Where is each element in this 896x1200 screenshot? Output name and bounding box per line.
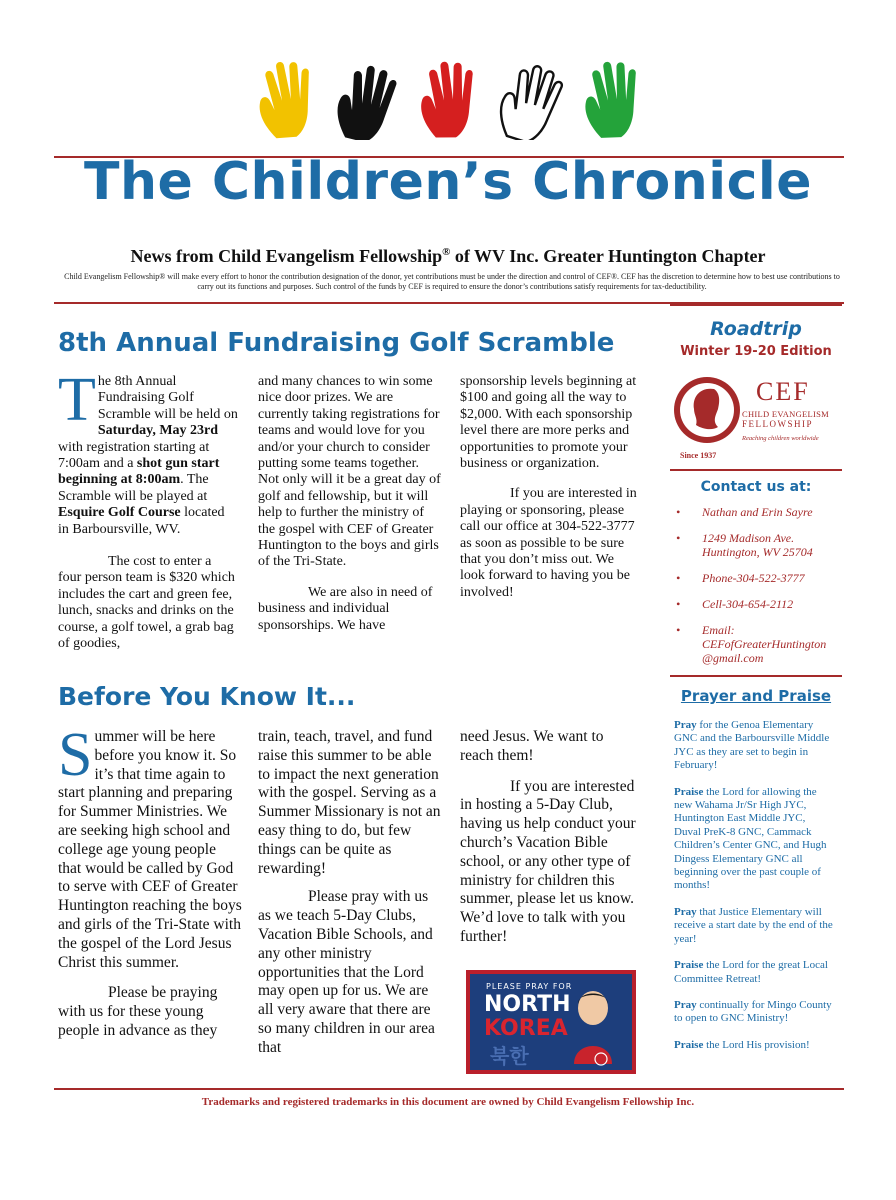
nk-line2: NORTH: [484, 992, 571, 1017]
subtitle-reg: ®: [442, 246, 451, 258]
footer-trademark: Trademarks and registered trademarks in this document are owned by Child Evangelism Fellowship Inc.: [201, 1096, 695, 1108]
prayer-item: Praise the Lord His provision!: [674, 1038, 810, 1051]
cef-logo-icon: [672, 375, 742, 445]
prayer-item: Pray for the Genoa Elementary GNC and the Barboursville Middle JYC as they are set to begin in February!: [674, 719, 830, 772]
before-col3-b: If you are interested in hosting a 5-Day Club, having us help conduct your church’s Vacation Bible school, or any other type of ministry for children this summer, please let us know. We’d love to talk with you further!: [460, 777, 636, 945]
hand-red-icon: [417, 60, 480, 140]
golf-dropcap: T: [58, 366, 96, 434]
cef-tagline: Reaching children worldwide: [742, 435, 819, 442]
roadtrip-title: Roadtrip: [710, 318, 802, 340]
hand-white-icon: [495, 61, 565, 140]
before-col1-a: Summer will be here before you know it. So it’s that time again to start planning and preparing for Summer Ministries. We are seeking high school and college age young people that would be called by God to serve with CEF of Greater Huntington reaching the boys and girls of the Tri-State with the gospel of the Lord Jesus Christ this summer.: [58, 721, 242, 971]
prayer-list: [670, 719, 842, 1052]
contact-title: Contact us at:: [700, 479, 812, 495]
hand-green-icon: [579, 60, 644, 140]
pray-for-north-korea-banner: [466, 970, 636, 1074]
golf-col3-a: sponsorship levels beginning at $100 and going all the way to $2,000. With each sponsorship level there are more perks and opportunities to promote your business or organization.: [460, 374, 637, 472]
contact-name: • Nathan and Erin Sayre: [670, 505, 842, 519]
golf-p1: The 8th Annual Fundraising Golf Scramble will be held on Saturday, May 23rd with registration starting at 7:00am and a shot gun start beginning at 8:00am. The Scramble will be played at Esquire Golf Course located in Barboursville, WV.: [58, 366, 238, 537]
cef-small-logo-icon: [594, 1052, 608, 1066]
prayer-item: Pray continually for Mingo County to open to GNC Ministry!: [674, 998, 832, 1025]
before-col-1: [58, 721, 242, 1041]
golf-col-1: [58, 366, 238, 653]
contact-email[interactable]: • Email: CEFofGreaterHuntington @gmail.com: [670, 623, 842, 665]
cef-letters: CEF: [756, 377, 810, 406]
before-col-2: [258, 728, 444, 1058]
cef-logo: [670, 373, 842, 465]
prayer-item: Pray that Justice Elementary will receive a start date by the end of the year!: [674, 905, 833, 945]
golf-heading: 8th Annual Fundraising Golf Scramble: [58, 328, 615, 358]
before-col1-b: Please be praying with us for these young people in advance as they: [58, 984, 218, 1039]
golf-col2-a: and many chances to win some nice door prizes. We are currently taking registrations for teams and would love for you and/or your church to consider putting some teams together. Not only will it be a great day of golf and fellowship, but it will help to further the ministry of the gospel with CEF of Greater Huntington to the boys and girls of the Tri-State.: [258, 374, 441, 570]
prayer-item: Praise the Lord for the great Local Committee Retreat!: [674, 959, 828, 985]
golf-col3-b: If you are interested in playing or sponsoring, please call our office at 304-522-3777 as soon as possible to be sure that you don’t miss out. We look forward to having you be involved!: [460, 486, 637, 600]
subtitle-pre: News from Child Evangelism Fellowship: [130, 246, 443, 266]
hand-yellow-icon: [252, 60, 319, 140]
contact-address: • 1249 Madison Ave. Huntington, WV 25704: [670, 531, 842, 559]
hand-black-icon: [333, 62, 398, 140]
sidebar: [670, 304, 842, 1065]
before-col2-a: train, teach, travel, and fund raise this summer to be able to impact the next generation with the gospel. Serving as a Summer Missionary is not an easy thing to do, but few things can be quite as rewarding!: [258, 728, 441, 877]
subtitle-post: of WV Inc. Greater Huntington Chapter: [450, 246, 766, 266]
sidebar-top-rule: [670, 304, 842, 306]
golf-col-3: [460, 374, 640, 601]
newsletter-subtitle: [0, 246, 896, 267]
child-photo-icon: [568, 984, 618, 1064]
before-col2-b: Please pray with us as we teach 5-Day Clubs, Vacation Bible Schools, and any other ministry opportunities that the Lord may open up for us. We are all very aware that there are so many children in our area that: [258, 888, 435, 1056]
cef-since: Since 1937: [680, 451, 717, 460]
contact-cell: • Cell-304-654-2112: [670, 597, 842, 611]
donor-disclaimer: Child Evangelism Fellowship® will make every effort to honor the contribution designation of the donor, yet contributions must be under the direction and control of CEF®. CEF has the discretion to determine how to best use contributions to carry out its functions and purposes. Such control of the funds by CEF is required to ensure the donor’s contributions satisfy requirements for tax-deductibility.: [64, 272, 840, 291]
before-dropcap: S: [58, 721, 93, 789]
footer-rule: [54, 1088, 844, 1090]
handprints-logo: [250, 60, 650, 140]
nk-line1: PLEASE PRAY FOR: [486, 982, 573, 991]
contact-list: [670, 505, 842, 665]
cef-name-2: FELLOWSHIP: [742, 419, 813, 429]
sidebar-mid-rule-2: [670, 675, 842, 677]
before-col-3: [460, 728, 640, 947]
cef-name-1: CHILD EVANGELISM: [742, 409, 830, 419]
nk-line3: KOREA: [484, 1016, 568, 1041]
before-heading: Before You Know It...: [58, 682, 356, 711]
golf-col2-b: We are also in need of business and individual sponsorships. We have: [258, 584, 433, 633]
golf-col-2: [258, 374, 442, 634]
newsletter-title: The Children’s Chronicle: [84, 152, 812, 212]
nk-korean: 북한: [490, 1044, 529, 1068]
prayer-title: Prayer and Praise: [680, 687, 832, 705]
before-col3-a: need Jesus. We want to reach them!: [460, 728, 604, 764]
sidebar-mid-rule-1: [670, 469, 842, 471]
prayer-item: Praise the Lord for allowing the new Wahama Jr/Sr High JYC, Huntington East Middle JYC, Duval PreK-8 GNC, Cammack Children’s Center GNC, and Hugh Dingess Elementary GNC all beginning over the past couple of months!: [674, 785, 827, 892]
roadtrip-edition: Winter 19-20 Edition: [680, 344, 832, 359]
golf-p2: The cost to enter a four person team is $320 which includes the cart and green fee, lunch, snacks and drinks on the course, a golf towel, a grab bag of goodies,: [58, 554, 235, 652]
contact-phone: • Phone-304-522-3777: [670, 571, 842, 585]
